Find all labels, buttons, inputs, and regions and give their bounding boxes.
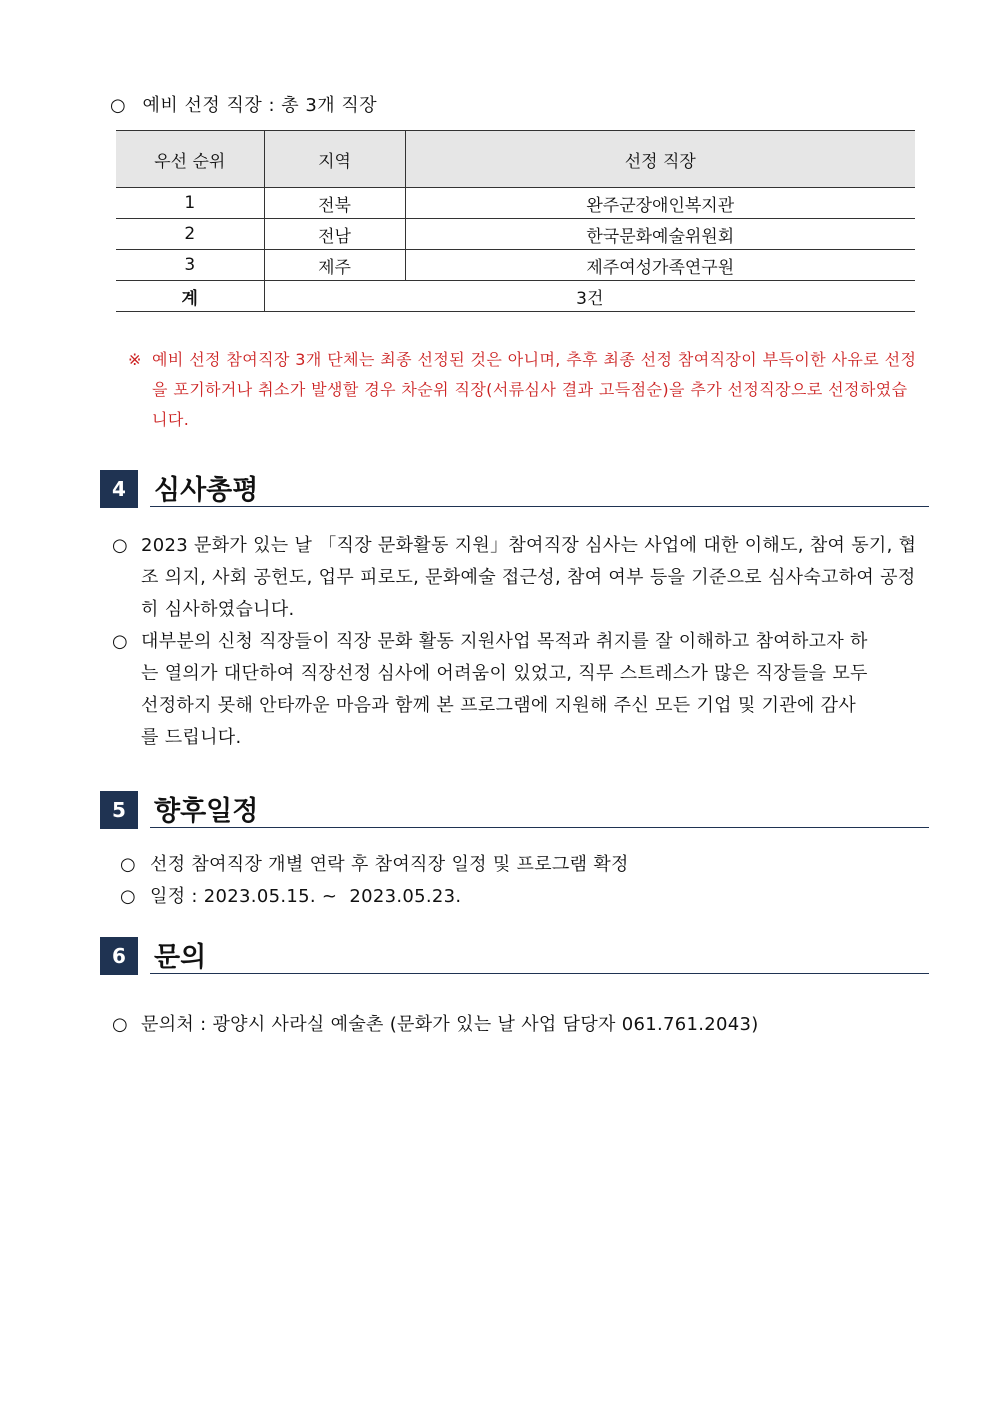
section-title: 문의	[154, 942, 207, 973]
item-text: 대부분의 신청 직장들이 직장 문화 활동 지원사업 목적과 취지를 잘 이해하고 참여하고자 하는 열의가 대단하여 직장선정 심사에 어려움이 있었고, 직무 스트레스가 많은 직장들을 모두 선정하지 못해 안타까운 마음과 함께 본 프로그램에 지원해 주신 모든 기업 및 기관에 감사를 드립니다.	[141, 631, 868, 748]
item-text: 선정 참여직장 개별 연락 후 참여직장 일정 및 프로그램 확정	[150, 854, 629, 875]
circle-bullet-icon: ○	[120, 886, 137, 907]
cell-region: 전남	[264, 219, 405, 250]
circle-bullet-icon: ○	[112, 1014, 129, 1035]
table-header-row	[116, 131, 915, 188]
section-divider	[150, 973, 929, 974]
cell-priority: 2	[116, 219, 264, 250]
note-text: 예비 선정 참여직장 3개 단체는 최종 선정된 것은 아니며, 추후 최종 선정 참여직장이 부득이한 사유로 선정을 포기하거나 취소가 발생할 경우 차순위 직장(서류심사 결과 고득점순)을 추가 선정직장으로 선정하였습니다.	[152, 350, 917, 429]
list-item	[112, 530, 918, 626]
section-divider	[150, 506, 929, 507]
circle-bullet-icon: ○	[112, 535, 129, 556]
list-item	[120, 881, 910, 913]
selection-table	[116, 130, 915, 312]
circle-bullet-icon: ○	[112, 631, 129, 652]
cell-priority: 3	[116, 250, 264, 281]
item-text: 2023 문화가 있는 날 「직장 문화활동 지원」참여직장 심사는 사업에 대한 이해도, 참여 동기, 협조 의지, 사회 공헌도, 업무 피로도, 문화예술 접근성, 참여 여부 등을 기준으로 심사숙고하여 공정히 심사하였습니다.	[141, 535, 917, 620]
section-number-badge: 5	[100, 791, 138, 829]
table-row	[116, 188, 915, 219]
section-title: 향후일정	[154, 796, 259, 827]
prelim-note	[128, 345, 918, 435]
cell-workplace: 한국문화예술위원회	[405, 219, 915, 250]
cell-workplace: 제주여성가족연구원	[405, 250, 915, 281]
section-divider	[150, 827, 929, 828]
circle-bullet-icon: ○	[110, 95, 127, 116]
header-workplace: 선정 직장	[405, 131, 915, 188]
section-title: 심사총평	[154, 475, 259, 506]
total-value: 3건	[264, 281, 915, 312]
reference-mark-icon: ※	[128, 350, 142, 369]
cell-workplace: 완주군장애인복지관	[405, 188, 915, 219]
section-number-badge: 6	[100, 937, 138, 975]
item-text: 문의처 : 광양시 사라실 예술촌 (문화가 있는 날 사업 담당자 061.761.2043)	[141, 1014, 759, 1035]
list-item	[120, 849, 910, 881]
circle-bullet-icon: ○	[120, 854, 137, 875]
list-item	[112, 1009, 918, 1041]
section-number-badge: 4	[100, 470, 138, 508]
list-item	[112, 626, 872, 754]
table-row	[116, 250, 915, 281]
table-total-row	[116, 281, 915, 312]
prelim-label: 예비 선정 직장 : 총 3개 직장	[142, 95, 378, 116]
cell-region: 제주	[264, 250, 405, 281]
header-priority: 우선 순위	[116, 131, 264, 188]
table-row	[116, 219, 915, 250]
prelim-heading	[110, 91, 377, 117]
item-text: 일정 : 2023.05.15. ~ 2023.05.23.	[150, 886, 462, 907]
cell-priority: 1	[116, 188, 264, 219]
header-region: 지역	[264, 131, 405, 188]
total-label: 계	[116, 281, 264, 312]
cell-region: 전북	[264, 188, 405, 219]
